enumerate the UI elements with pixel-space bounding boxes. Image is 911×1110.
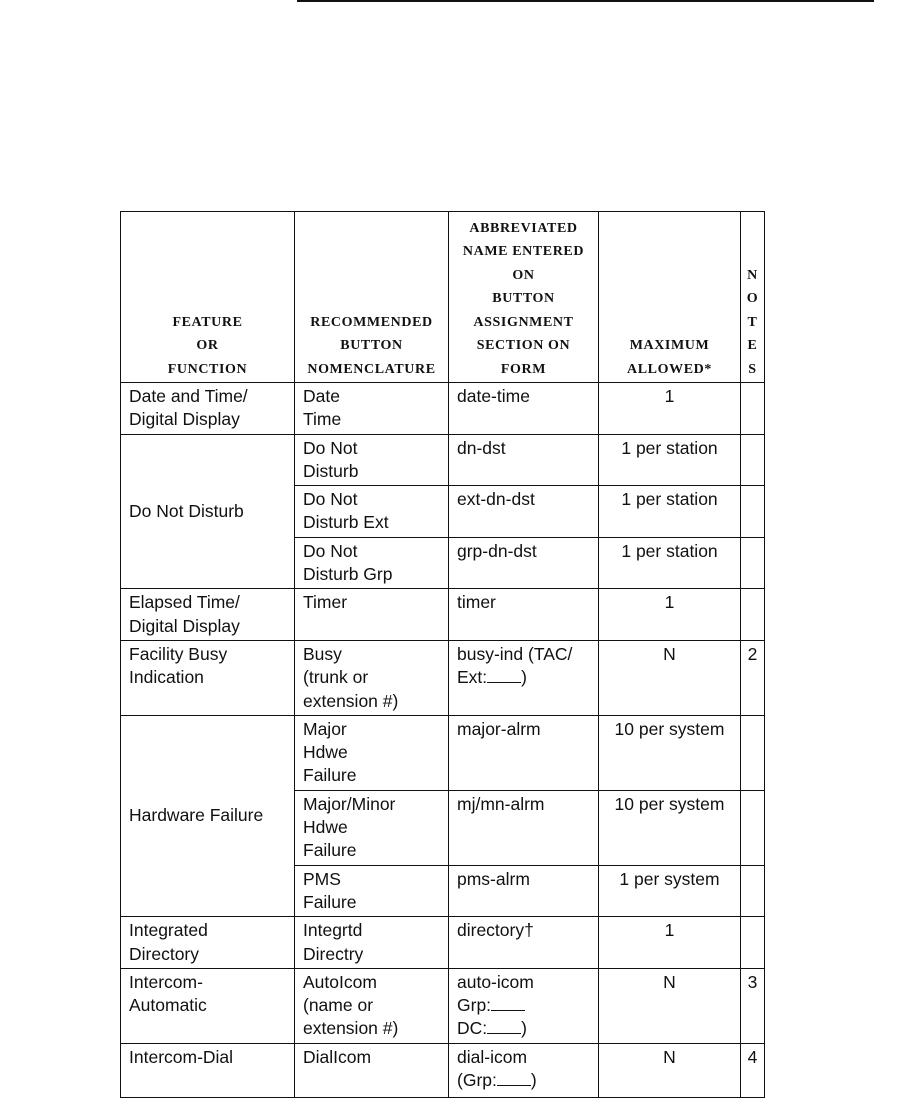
nomenclature-cell: Do Not Disturb Grp <box>295 537 449 589</box>
feature-cell: Date and Time/ Digital Display <box>121 383 295 435</box>
maximum-allowed-cell: N <box>599 1043 741 1097</box>
top-rule <box>297 0 874 2</box>
maximum-allowed-cell: 1 <box>599 589 741 641</box>
table-row <box>121 434 765 486</box>
abbreviated-name-cell: timer <box>449 589 599 641</box>
note-cell <box>741 589 765 641</box>
note-cell <box>741 486 765 538</box>
table-row <box>121 383 765 435</box>
nomenclature-cell: Busy (trunk or extension #) <box>295 640 449 715</box>
table-row <box>121 1043 765 1097</box>
abbreviated-name-header: ABBREVIATED NAME ENTERED ON BUTTON ASSIGNMENT SECTION ON FORM <box>449 212 599 383</box>
nomenclature-cell: Major/Minor Hdwe Failure <box>295 790 449 865</box>
feature-header: FEATURE OR FUNCTION <box>121 212 295 383</box>
abbreviated-name-cell: mj/mn-alrm <box>449 790 599 865</box>
abbreviated-name-cell: auto-icom Grp: DC: ) <box>449 968 599 1043</box>
header-row <box>121 212 765 383</box>
note-cell: 2 <box>741 640 765 715</box>
nomenclature-cell: Timer <box>295 589 449 641</box>
maximum-allowed-cell: 10 per system <box>599 715 741 790</box>
note-cell <box>741 917 765 969</box>
nomenclature-cell: Date Time <box>295 383 449 435</box>
note-cell: 4 <box>741 1043 765 1097</box>
nomenclature-cell: Do Not Disturb <box>295 434 449 486</box>
abbreviated-name-cell: directory† <box>449 917 599 969</box>
table-row <box>121 715 765 790</box>
maximum-allowed-cell: 1 per station <box>599 486 741 538</box>
fill-in-blank <box>491 995 525 1011</box>
note-cell <box>741 865 765 917</box>
nomenclature-cell: Major Hdwe Failure <box>295 715 449 790</box>
feature-cell: Do Not Disturb <box>121 434 295 589</box>
maximum-allowed-cell: 1 <box>599 383 741 435</box>
maximum-allowed-cell: 10 per system <box>599 790 741 865</box>
fill-in-blank <box>497 1070 531 1086</box>
maximum-allowed-cell: N <box>599 640 741 715</box>
note-cell <box>741 383 765 435</box>
notes-header: N O T E S <box>741 212 765 383</box>
note-cell <box>741 790 765 865</box>
abbreviated-name-cell: ext-dn-dst <box>449 486 599 538</box>
fill-in-blank <box>487 1018 521 1034</box>
abbreviated-name-cell: date-time <box>449 383 599 435</box>
abbreviated-name-cell: pms-alrm <box>449 865 599 917</box>
note-cell <box>741 537 765 589</box>
maximum-allowed-cell: N <box>599 968 741 1043</box>
note-cell: 3 <box>741 968 765 1043</box>
abbreviated-name-cell: busy-ind (TAC/ Ext: ) <box>449 640 599 715</box>
nomenclature-cell: PMS Failure <box>295 865 449 917</box>
feature-cell: Intercom- Automatic <box>121 968 295 1043</box>
fill-in-blank <box>487 667 521 683</box>
maximum-allowed-header: MAXIMUM ALLOWED* <box>599 212 741 383</box>
maximum-allowed-cell: 1 per system <box>599 865 741 917</box>
nomenclature-cell: Integrtd Directry <box>295 917 449 969</box>
table-row <box>121 640 765 715</box>
table-row <box>121 917 765 969</box>
table-row <box>121 589 765 641</box>
nomenclature-header: RECOMMENDED BUTTON NOMENCLATURE <box>295 212 449 383</box>
feature-cell: Hardware Failure <box>121 715 295 916</box>
maximum-allowed-cell: 1 per station <box>599 434 741 486</box>
abbreviated-name-cell: grp-dn-dst <box>449 537 599 589</box>
feature-cell: Integrated Directory <box>121 917 295 969</box>
note-cell <box>741 434 765 486</box>
feature-cell: Facility Busy Indication <box>121 640 295 715</box>
button-assignment-table <box>120 211 765 1098</box>
abbreviated-name-cell: major-alrm <box>449 715 599 790</box>
nomenclature-cell: AutoIcom (name or extension #) <box>295 968 449 1043</box>
feature-cell: Intercom-Dial <box>121 1043 295 1097</box>
nomenclature-cell: DialIcom <box>295 1043 449 1097</box>
nomenclature-cell: Do Not Disturb Ext <box>295 486 449 538</box>
note-cell <box>741 715 765 790</box>
table-row <box>121 968 765 1043</box>
maximum-allowed-cell: 1 per station <box>599 537 741 589</box>
feature-cell: Elapsed Time/ Digital Display <box>121 589 295 641</box>
maximum-allowed-cell: 1 <box>599 917 741 969</box>
abbreviated-name-cell: dial-icom (Grp: ) <box>449 1043 599 1097</box>
abbreviated-name-cell: dn-dst <box>449 434 599 486</box>
